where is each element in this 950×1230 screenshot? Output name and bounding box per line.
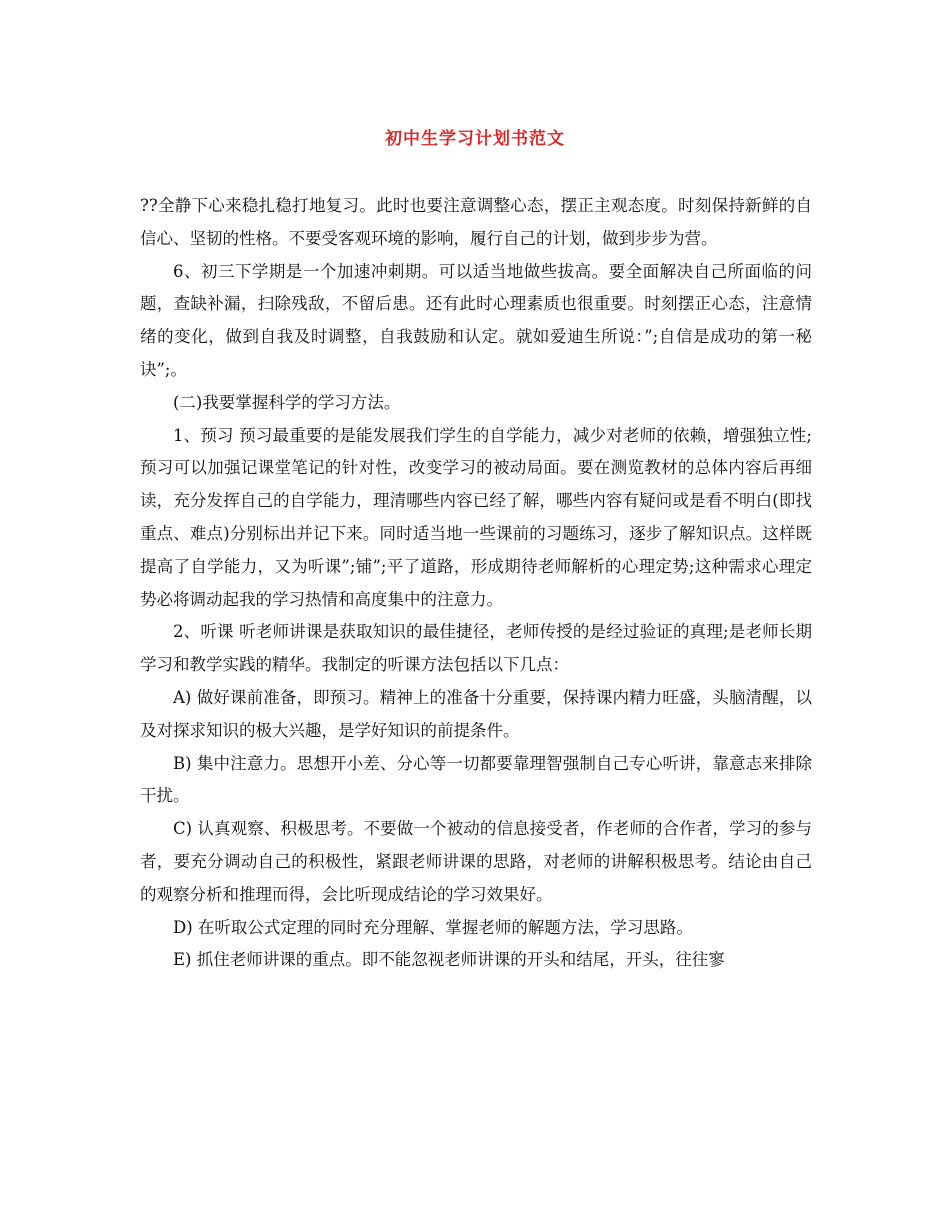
paragraph-5: 2、听课 听老师讲课是获取知识的最佳捷径，老师传授的是经过验证的真理;是老师长期学习和教学实践的精华。我制定的听课方法包括以下几点：	[140, 622, 812, 675]
document-title: 初中生学习计划书范文	[385, 129, 565, 149]
paragraph-2: 6、初三下学期是一个加速冲刺期。可以适当地做些拔高。要全面解决自己所面临的问题，查缺补漏，扫除残敌，不留后患。还有此时心理素质也很重要。时刻摆正心态，注意情绪的变化，做到自我及时调整，自我鼓励和认定。就如爱迪生所说：”;自信是成功的第一秘诀”;。	[140, 261, 812, 379]
document-body	[140, 190, 812, 977]
paragraph-8: C) 认真观察、积极思考。不要做一个被动的信息接受者，作老师的合作者，学习的参与者，要充分调动自己的积极性，紧跟老师讲课的思路，对老师的讲解积极思考。结论由自己的观察分析和推理而得，会比听现成结论的学习效果好。	[140, 819, 812, 904]
paragraph-10: E) 抓住老师讲课的重点。即不能忽视老师讲课的开头和结尾，开头，往往寥	[173, 950, 725, 970]
paragraph-9: D) 在听取公式定理的同时充分理解、掌握老师的解题方法，学习思路。	[173, 917, 693, 937]
paragraph-7: B) 集中注意力。思想开小差、分心等一切都要靠理智强制自己专心听讲，靠意志来排除干扰。	[140, 753, 812, 806]
paragraph-6: A) 做好课前准备，即预习。精神上的准备十分重要，保持课内精力旺盛，头脑清醒，以及对探求知识的极大兴趣，是学好知识的前提条件。	[140, 687, 812, 740]
paragraph-1: ??全静下心来稳扎稳打地复习。此时也要注意调整心态，摆正主观态度。时刻保持新鲜的自信心、坚韧的性格。不要受客观环境的影响，履行自己的计划，做到步步为营。	[140, 196, 812, 248]
paragraph-4: 1、预习 预习最重要的是能发展我们学生的自学能力，减少对老师的依赖，增强独立性;预习可以加强记课堂笔记的针对性，改变学习的被动局面。要在测览教材的总体内容后再细读，充分发挥自己的自学能力，理清哪些内容已经了解，哪些内容有疑问或是看不明白(即找重点、难点)分别标出并记下来。同时适当地一些课前的习题练习，逐步了解知识点。这样既提高了自学能力，又为听课”;铺”;平了道路，形成期待老师解析的心理定势;这种需求心理定势必将调动起我的学习热情和高度集中的注意力。	[140, 425, 812, 609]
paragraph-3: (二)我要掌握科学的学习方法。	[173, 392, 401, 412]
